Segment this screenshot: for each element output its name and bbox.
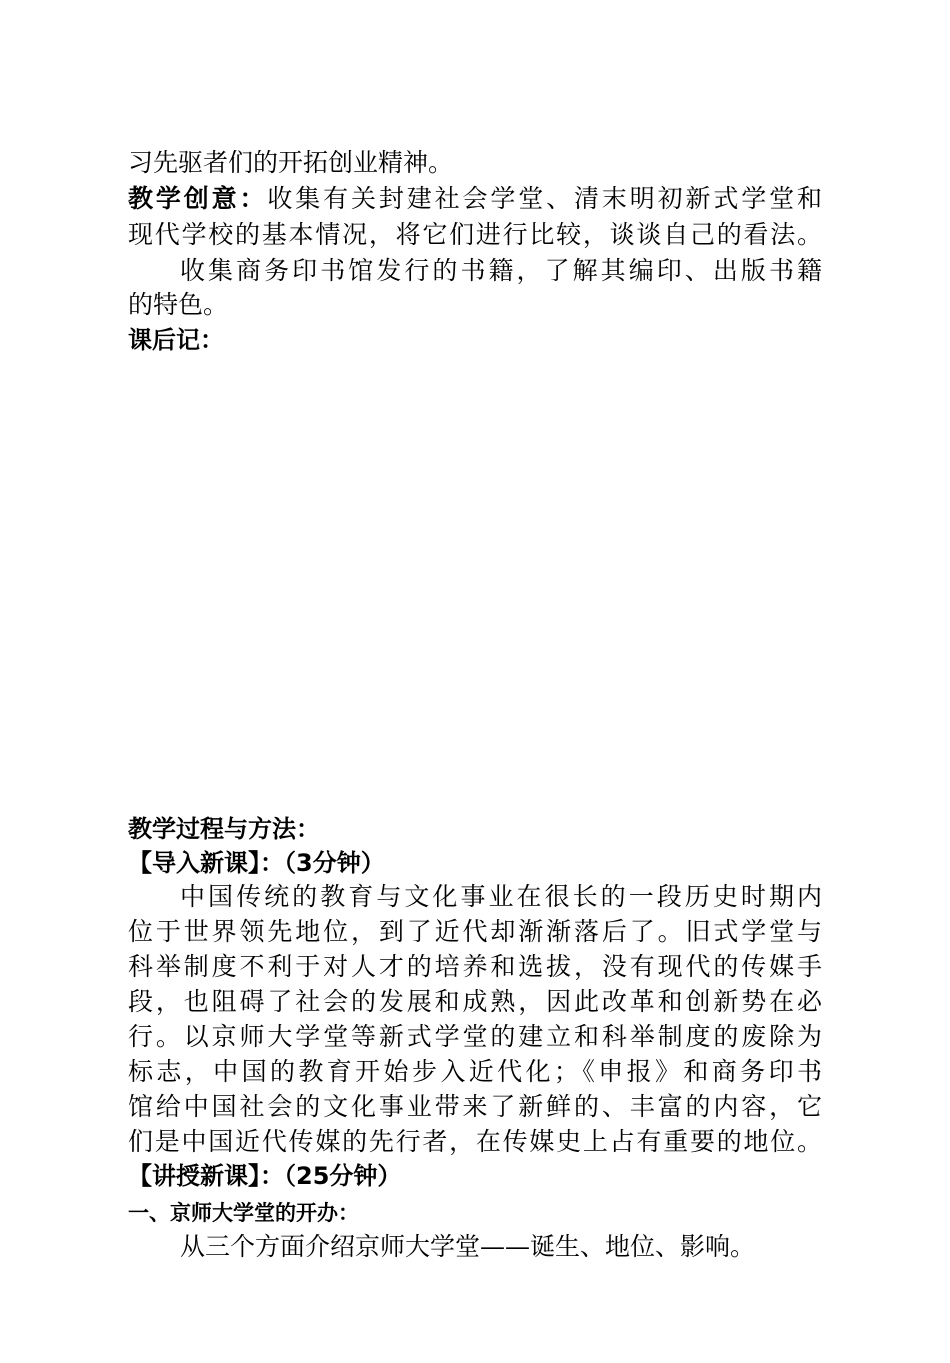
creative-paragraph-line xyxy=(128,182,822,216)
intro-paragraph-line: 段，也阻碍了社会的发展和成熟，因此改革和创新势在必 xyxy=(128,987,822,1016)
lecture-heading: 【讲授新课】：（25分钟） xyxy=(128,1162,402,1190)
section1-heading: 一、京师大学堂的开办： xyxy=(128,1201,359,1225)
intro-paragraph-line: 馆给中国社会的文化事业带来了新鲜的、丰富的内容，它 xyxy=(128,1092,822,1121)
creative-paragraph-line: 现代学校的基本情况，将它们进行比较，谈谈自己的看法。 xyxy=(128,220,822,249)
intro-paragraph-line: 中国传统的教育与文化事业在很长的一段历史时期内 xyxy=(180,882,822,911)
notes-label: 课后记： xyxy=(128,326,224,354)
section1-text: 从三个方面介绍京师大学堂——诞生、地位、影响。 xyxy=(180,1232,756,1261)
intro-paragraph-line: 科举制度不利于对人才的培养和选拔，没有现代的传媒手 xyxy=(128,952,822,981)
intro-paragraph-line: 标志，中国的教育开始步入近代化；《申报》和商务印书 xyxy=(128,1057,822,1086)
creative-paragraph-2-line: 的特色。 xyxy=(128,290,229,319)
paragraph-line: 习先驱者们的开拓创业精神。 xyxy=(128,148,454,177)
creative-paragraph-2-line: 收集商务印书馆发行的书籍，了解其编印、出版书籍 xyxy=(180,256,822,285)
intro-paragraph-line: 行。以京师大学堂等新式学堂的建立和科举制度的废除为 xyxy=(128,1022,822,1051)
intro-paragraph-line: 位于世界领先地位，到了近代却渐渐落后了。旧式学堂与 xyxy=(128,917,822,946)
process-heading: 教学过程与方法： xyxy=(128,815,320,843)
creative-text: 收集有关封建社会学堂、清末明初新式学堂和 xyxy=(267,184,822,213)
intro-paragraph-line: 们是中国近代传媒的先行者，在传媒史上占有重要的地位。 xyxy=(128,1127,822,1156)
intro-heading: 【导入新课】：（3分钟） xyxy=(128,849,385,877)
creative-label: 教学创意： xyxy=(128,184,268,213)
